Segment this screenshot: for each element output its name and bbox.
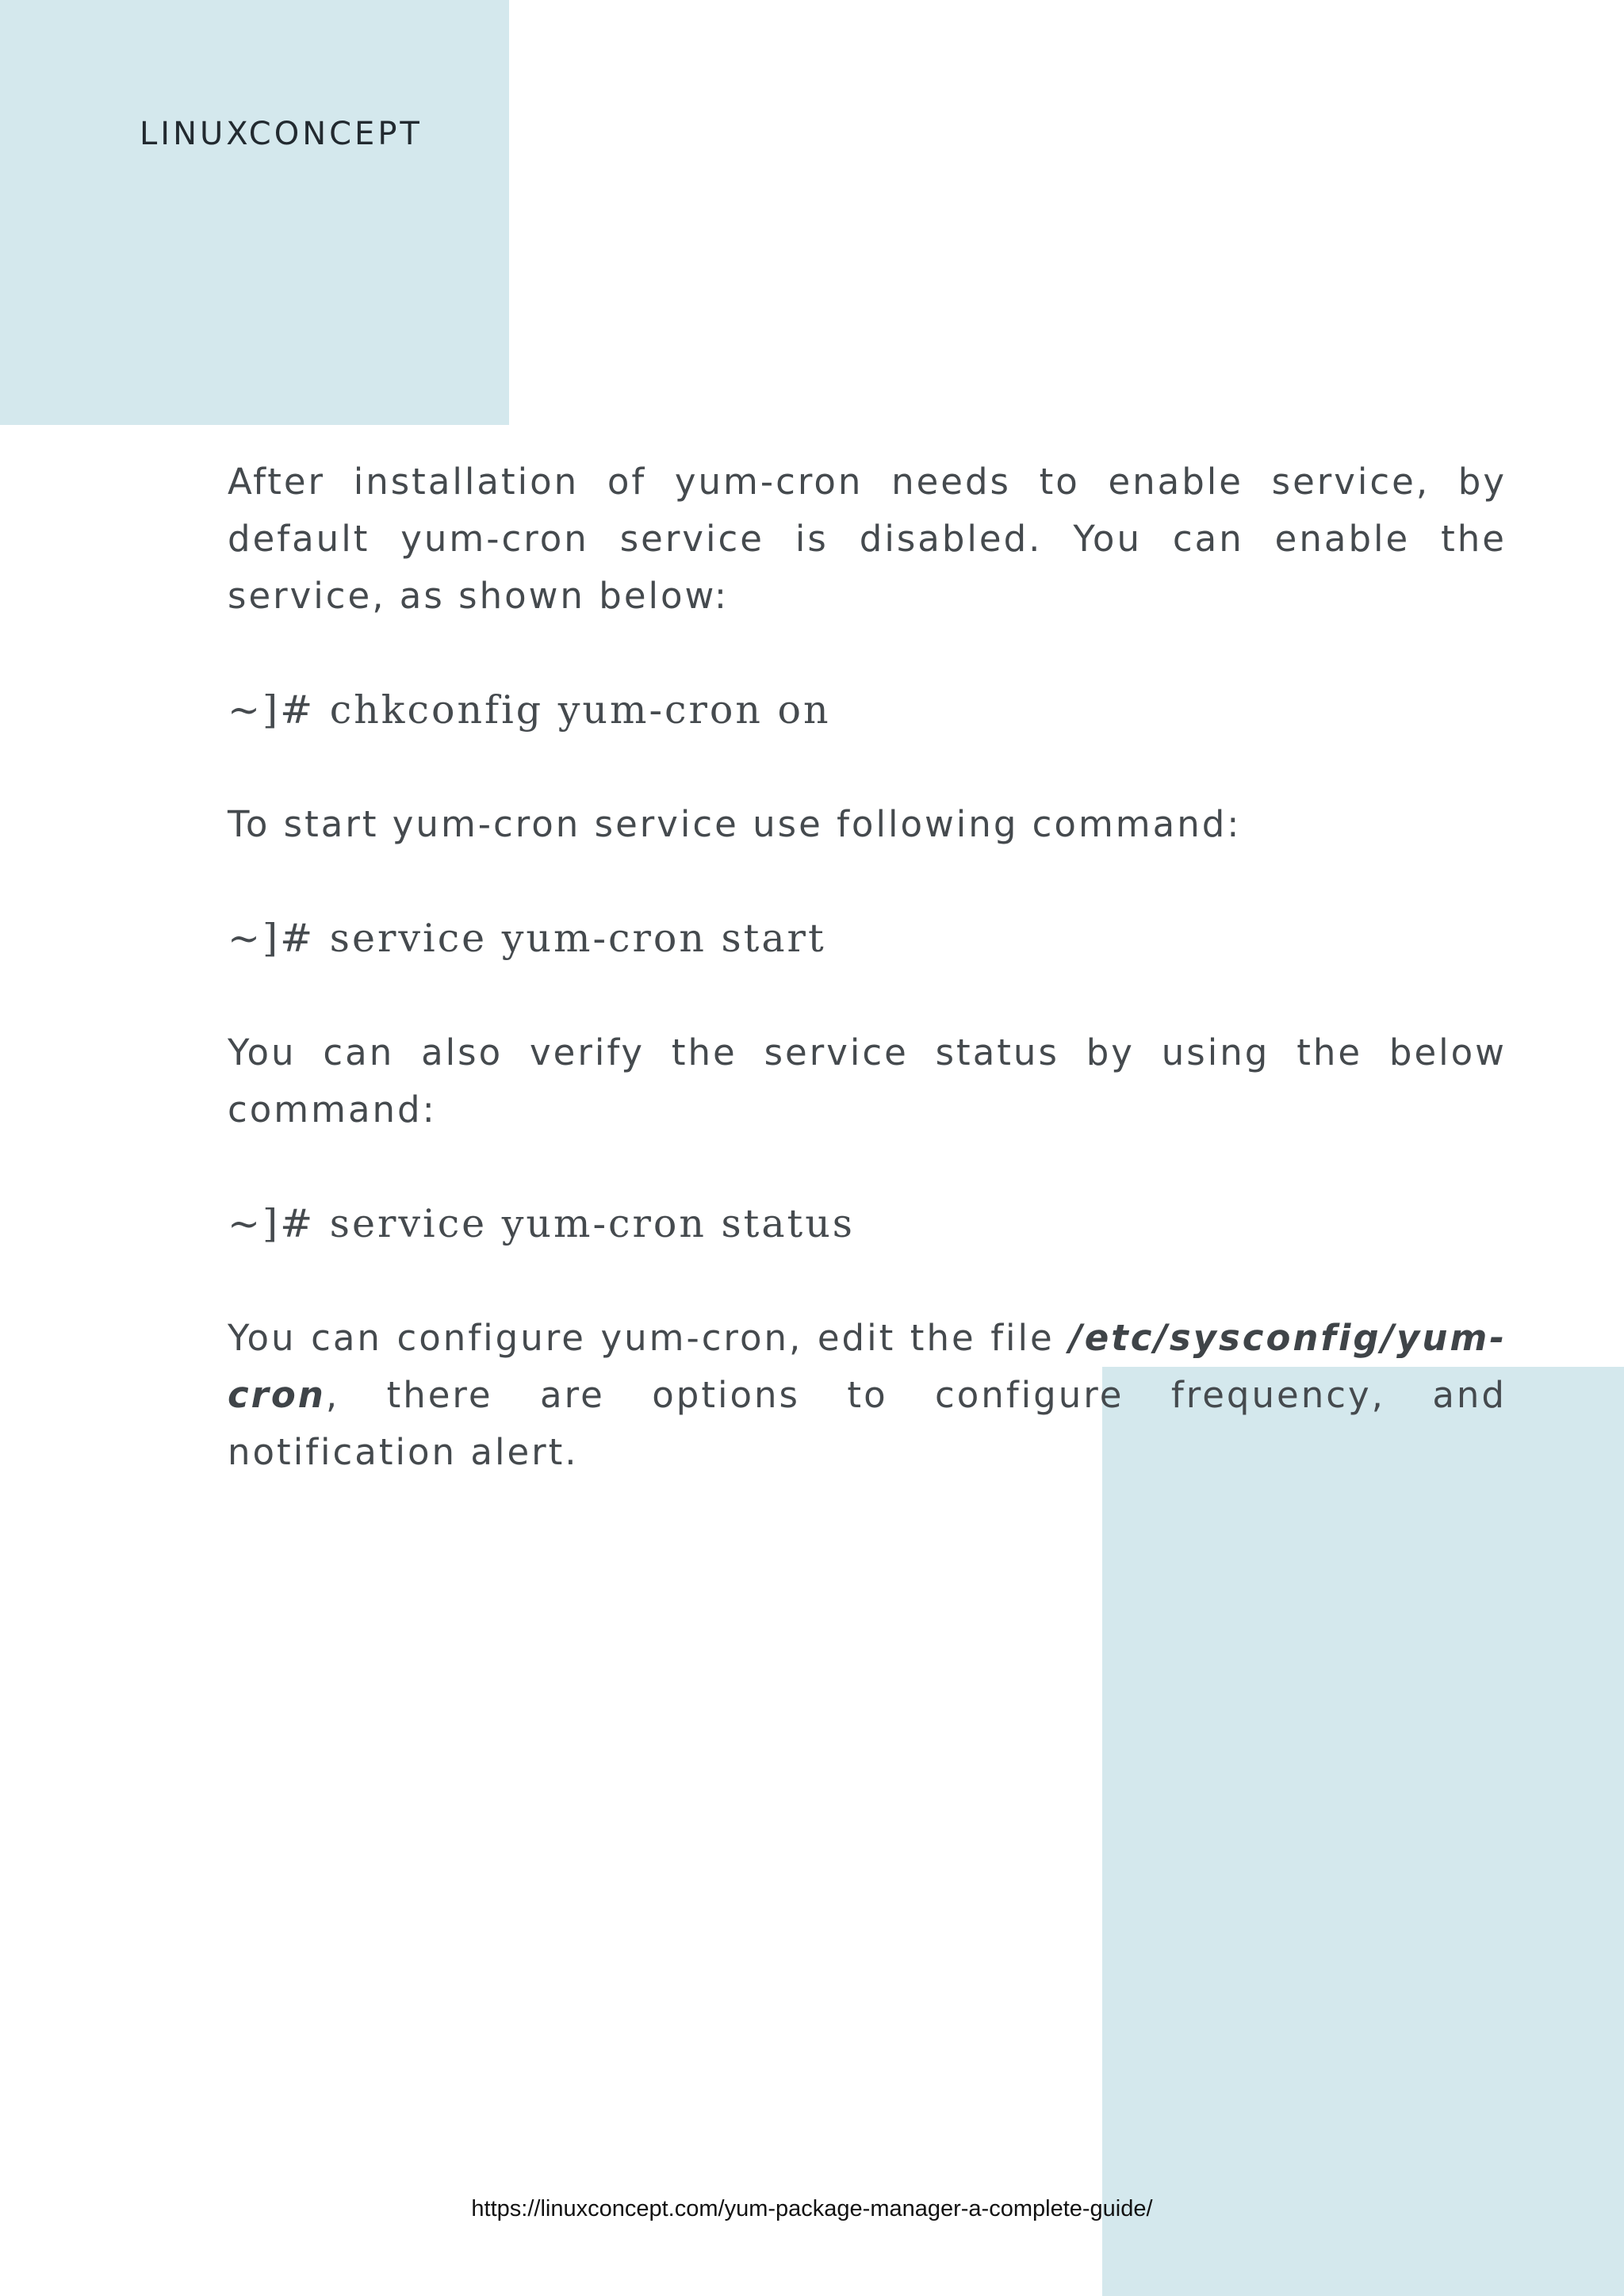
spacer xyxy=(228,1138,1507,1196)
bottom-right-decor-block xyxy=(1102,1367,1624,2296)
top-left-decor-block xyxy=(0,0,509,425)
configure-text-after: , there are options to configure frequency, and notification alert. xyxy=(228,1374,1507,1473)
command-start: ~]# service yum-cron start xyxy=(228,916,826,961)
spacer xyxy=(228,739,1507,796)
spacer xyxy=(228,1253,1507,1310)
paragraph-start-service: To start yum-cron service use following command: xyxy=(228,803,1242,845)
paragraph-verify-status: You can also verify the service status by using the below command: xyxy=(228,1031,1507,1131)
spacer xyxy=(228,625,1507,682)
command-status: ~]# service yum-cron status xyxy=(228,1201,855,1246)
spacer xyxy=(228,853,1507,910)
paragraph-configure xyxy=(228,1310,1507,1481)
configure-text-before: You can configure yum-cron, edit the file xyxy=(228,1317,1070,1359)
spacer xyxy=(228,967,1507,1024)
command-chkconfig: ~]# chkconfig yum-cron on xyxy=(228,687,831,733)
config-file-path: /etc/sysconfig/yum-cron xyxy=(228,1317,1507,1416)
paragraph-enable-service: After installation of yum-cron needs to enable service, by default yum-cron service is disabled. You can enable the service, as shown below: xyxy=(228,461,1507,617)
article-body xyxy=(228,453,1507,1481)
footer-source-url: https://linuxconcept.com/yum-package-manager-a-complete-guide/ xyxy=(471,2196,1153,2221)
brand-logo-text: LINUXCONCEPT xyxy=(140,116,423,152)
